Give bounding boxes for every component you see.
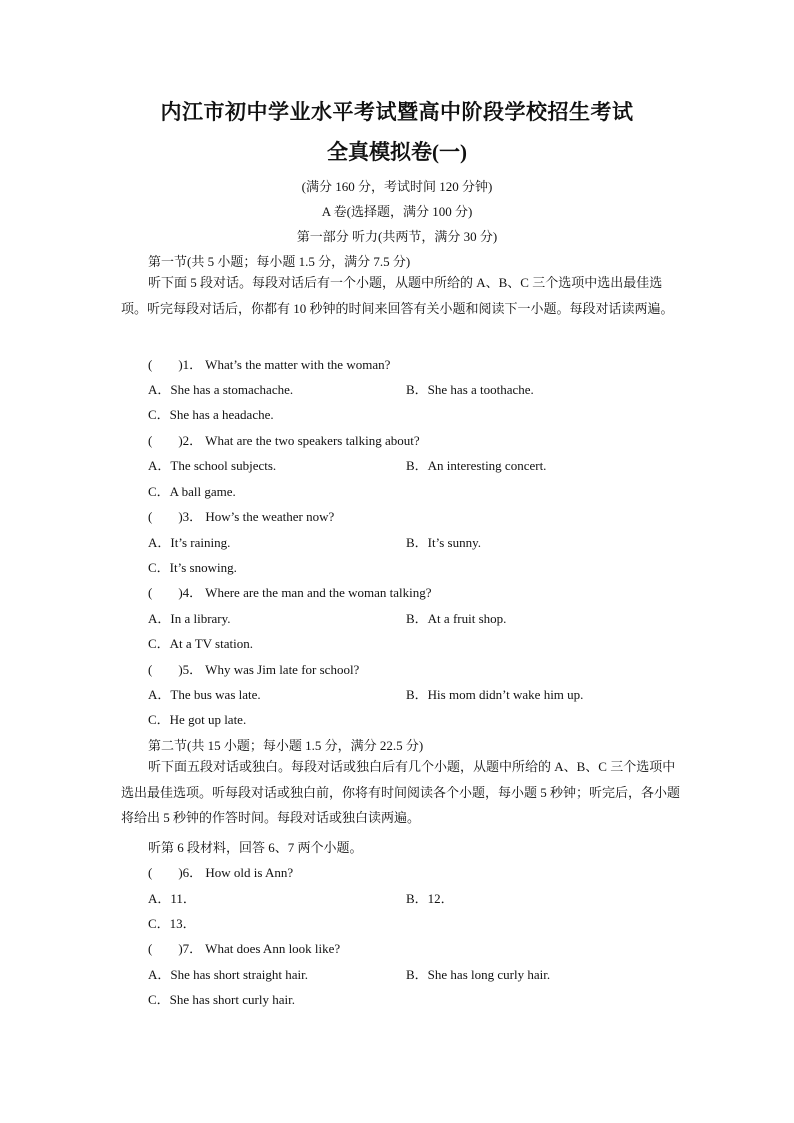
option-a: A．It’s raining. — [148, 535, 231, 550]
option-c: C．13． — [148, 916, 196, 931]
option-b: B．12． — [406, 891, 454, 906]
option-b: B．At a fruit shop. — [406, 611, 507, 626]
option-b: B．She has a toothache. — [406, 382, 534, 397]
volume-label: A 卷(选择题，满分 100 分) — [321, 204, 473, 219]
option-b: B．It’s sunny. — [406, 535, 481, 550]
question-stem: ( )6． How old is Ann? — [148, 865, 294, 880]
section2-material: 听第 6 段材料，回答 6、7 两个小题。 — [148, 840, 363, 855]
question-stem: ( )7． What does Ann look like? — [148, 941, 341, 956]
option-c: C．At a TV station. — [148, 636, 253, 651]
section1-instructions: 听下面 5 段对话。每段对话后有一个小题，从题中所给的 A、B、C 三个选项中选出最佳选项。听完每段对话后，你都有 10 秒钟的时间来回答有关小题和阅读下一小题。每段对话读两遍。 — [121, 275, 674, 316]
question-stem: ( )1． What’s the matter with the woman? — [148, 357, 391, 372]
option-b: B．His mom didn’t wake him up. — [406, 687, 584, 702]
exam-meta: (满分 160 分，考试时间 120 分钟) — [301, 179, 493, 194]
question-stem: ( )3． How’s the weather now? — [148, 509, 335, 524]
section2-instructions: 听下面五段对话或独白。每段对话或独白后有几个小题，从题中所给的 A、B、C 三个选项中选出最佳选项。听每段对话或独白前，你将有时间阅读各个小题，每小题 5 秒钟；听完后，各小题将给出 5 秒钟的作答时间。每段对话或独白读两遍。 — [121, 759, 681, 825]
section2-heading: 第二节(共 15 小题；每小题 1.5 分，满分 22.5 分) — [148, 738, 424, 753]
option-a: A．She has short straight hair. — [148, 967, 308, 982]
part-label: 第一部分 听力(共两节，满分 30 分) — [296, 229, 498, 244]
question-stem: ( )4． Where are the man and the woman talking? — [148, 585, 432, 600]
option-a: A．In a library. — [148, 611, 231, 626]
option-b: B．An interesting concert. — [406, 458, 547, 473]
exam-subtitle: 全真模拟卷(一) — [327, 140, 467, 164]
option-c: C．He got up late. — [148, 712, 247, 727]
option-c: C．It’s snowing. — [148, 560, 237, 575]
option-a: A．She has a stomachache. — [148, 382, 294, 397]
option-a: A．The school subjects. — [148, 458, 277, 473]
section1-heading: 第一节(共 5 小题；每小题 1.5 分，满分 7.5 分) — [148, 254, 411, 269]
option-a: A．The bus was late. — [148, 687, 261, 702]
option-b: B．She has long curly hair. — [406, 967, 551, 982]
option-c: C．A ball game. — [148, 484, 236, 499]
option-a: A．11． — [148, 891, 196, 906]
option-c: C．She has short curly hair. — [148, 992, 295, 1007]
question-stem: ( )5． Why was Jim late for school? — [148, 662, 360, 677]
exam-title: 内江市初中学业水平考试暨高中阶段学校招生考试 — [160, 100, 634, 124]
question-stem: ( )2． What are the two speakers talking about? — [148, 433, 420, 448]
option-c: C．She has a headache. — [148, 407, 274, 422]
